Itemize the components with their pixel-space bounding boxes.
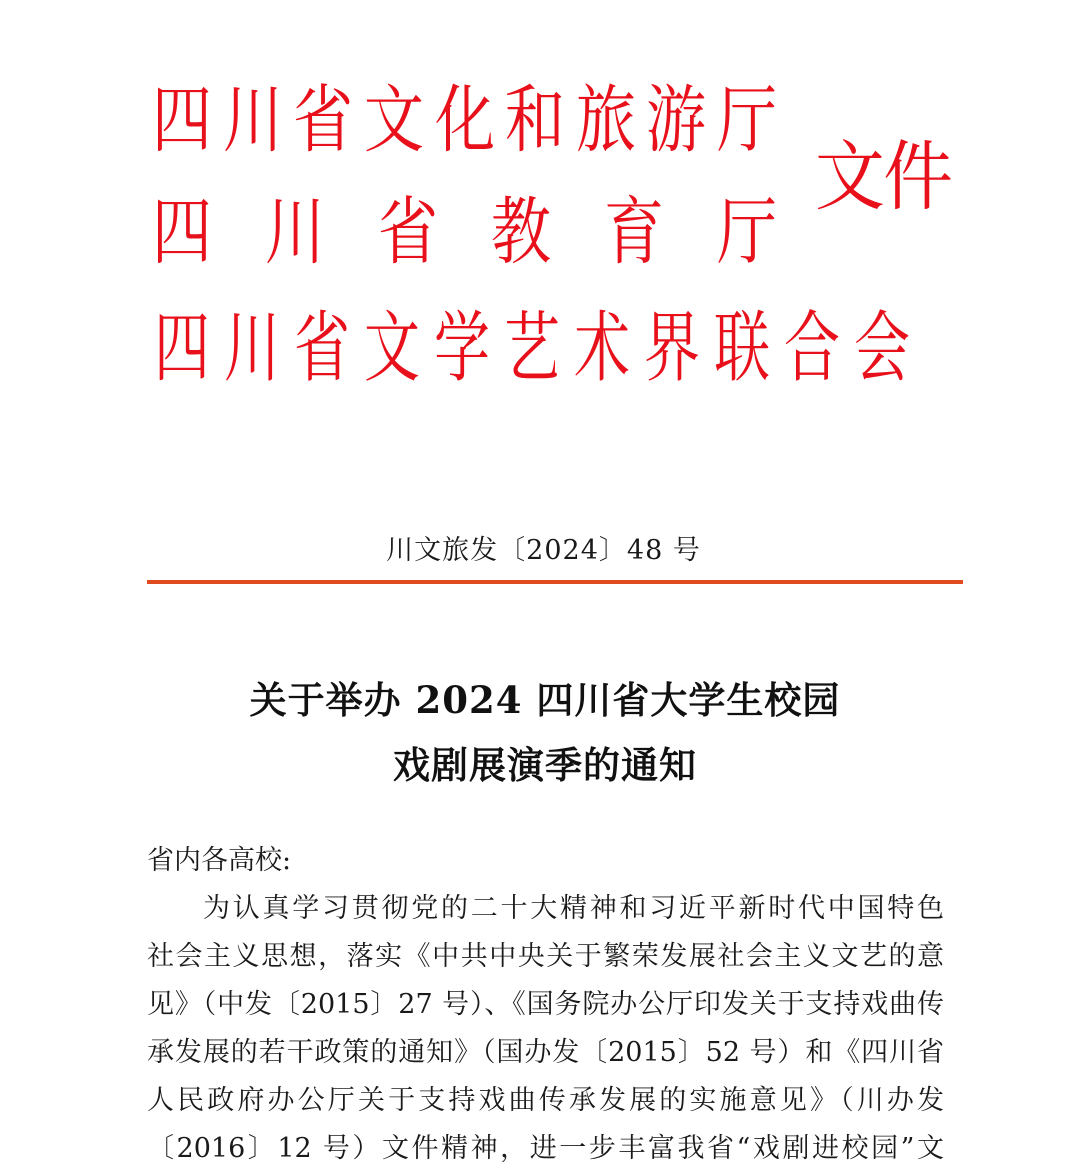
paragraph-line: 社会主义思想，落实《中共中央关于繁荣发展社会主义文艺的意	[147, 941, 944, 972]
issuer-char: 艺	[504, 302, 560, 394]
paragraph-line: 承发展的若干政策的通知》（国办发〔2015〕52 号）和《四川省	[147, 1037, 944, 1068]
issuer-char: 省	[294, 302, 350, 394]
issuer-culture-tourism	[147, 76, 782, 164]
issuer-char: 川	[264, 188, 326, 276]
issuer-char: 合	[784, 302, 840, 394]
paragraph-line: 〔2016〕12 号）文件精神，进一步丰富我省“戏剧进校园”文	[147, 1133, 944, 1164]
issuer-education	[147, 188, 782, 276]
red-separator-rule	[147, 580, 963, 584]
document-title-line-2: 戏剧展演季的通知	[393, 743, 697, 787]
issuer-arts-federation	[147, 302, 910, 394]
issuer-char: 化	[434, 76, 495, 164]
issuer-char: 省	[293, 76, 354, 164]
issuer-char: 川	[224, 302, 280, 394]
document-number: 川文旅发〔2024〕48 号	[386, 535, 701, 566]
paragraph-line: 见》（中发〔2015〕27 号）、《国务院办公厅印发关于支持戏曲传	[147, 989, 944, 1020]
issuer-char: 省	[377, 188, 439, 276]
issuer-char: 厅	[716, 76, 778, 164]
issuer-char: 教	[490, 188, 552, 276]
issuer-char: 育	[603, 188, 665, 276]
issuer-char: 文	[363, 76, 424, 164]
issuer-char: 联	[714, 302, 770, 394]
issuer-char: 会	[854, 302, 910, 394]
salutation: 省内各高校:	[147, 845, 292, 876]
issuer-char: 旅	[575, 76, 636, 164]
issuer-char: 和	[505, 76, 566, 164]
issuer-char: 厅	[716, 188, 778, 276]
issuer-char: 游	[646, 76, 707, 164]
paragraph-line: 为认真学习贯彻党的二十大精神和习近平新时代中国特色	[203, 893, 944, 924]
issuer-char: 界	[644, 302, 700, 394]
issuer-char: 文	[364, 302, 420, 394]
issuer-char: 四	[151, 188, 213, 276]
document-title-line-1: 关于举办 2024 四川省大学生校园	[249, 678, 841, 722]
issuer-char: 川	[222, 76, 283, 164]
issuer-char: 四	[151, 76, 213, 164]
issuer-char: 学	[434, 302, 490, 394]
issuer-char: 术	[574, 302, 630, 394]
paragraph-line: 人民政府办公厅关于支持戏曲传承发展的实施意见》（川办发	[147, 1085, 944, 1116]
issuer-char: 四	[154, 302, 210, 394]
document-kind-label: 文件	[815, 132, 952, 221]
